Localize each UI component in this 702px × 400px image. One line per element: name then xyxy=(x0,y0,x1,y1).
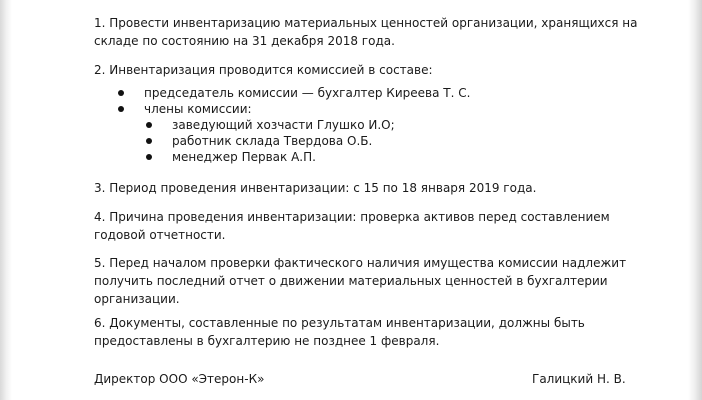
paragraph-5-line-2: получить последний отчет о движении материальных ценностей в бухгалтерии xyxy=(94,274,608,288)
paragraph-1-line-2: складе по состоянию на 31 декабря 2018 года. xyxy=(94,34,395,48)
bullet-icon xyxy=(146,138,152,144)
bullet-icon xyxy=(118,106,124,112)
member-text: менеджер Первак А.П. xyxy=(172,150,316,164)
paragraph-6-line-2: предоставлены в бухгалтерию не позднее 1 февраля. xyxy=(94,334,440,348)
list-item-members xyxy=(112,101,470,117)
paragraph-5-line-3: организации. xyxy=(94,292,180,306)
chair-text: председатель комиссии — бухгалтер Киреева Т. С. xyxy=(144,86,471,100)
member-text: работник склада Твердова О.Б. xyxy=(172,134,373,148)
paragraph-5-line-1: 5. Перед началом проверки фактического наличия имущества комиссии надлежит xyxy=(94,256,627,270)
members-sublist-wrap xyxy=(112,117,470,165)
paragraph-3: 3. Период проведения инвентаризации: с 15 по 18 января 2019 года. xyxy=(94,181,537,195)
paragraph-4-line-2: годовой отчетности. xyxy=(94,228,226,242)
paragraph-6 xyxy=(94,314,585,350)
signature-position: Директор ООО «Этерон-К» xyxy=(94,372,265,386)
list-item-chair xyxy=(112,85,470,101)
paragraph-4 xyxy=(94,208,610,244)
paragraph-6-line-1: 6. Документы, составленные по результатам инвентаризации, должны быть xyxy=(94,316,585,330)
paragraph-1-line-1: 1. Провести инвентаризацию материальных ценностей организации, хранящихся на xyxy=(94,16,638,30)
list-item-member xyxy=(140,117,470,133)
bullet-icon xyxy=(146,122,152,128)
page-shadow-left xyxy=(0,0,12,400)
paragraph-4-line-1: 4. Причина проведения инвентаризации: проверка активов перед составлением xyxy=(94,210,610,224)
members-label: члены комиссии: xyxy=(144,102,252,116)
member-text: заведующий хозчасти Глушко И.О; xyxy=(172,118,395,132)
paragraph-1 xyxy=(94,14,637,50)
commission-list xyxy=(112,85,470,165)
page-shadow-right xyxy=(688,0,702,400)
paragraph-5 xyxy=(94,254,626,308)
bullet-icon xyxy=(146,154,152,160)
bullet-icon xyxy=(118,90,124,96)
members-sublist xyxy=(140,117,470,165)
list-item-member xyxy=(140,133,470,149)
signature-name: Галицкий Н. В. xyxy=(532,372,626,386)
list-item-member xyxy=(140,149,470,165)
paragraph-2: 2. Инвентаризация проводится комиссией в составе: xyxy=(94,63,433,77)
